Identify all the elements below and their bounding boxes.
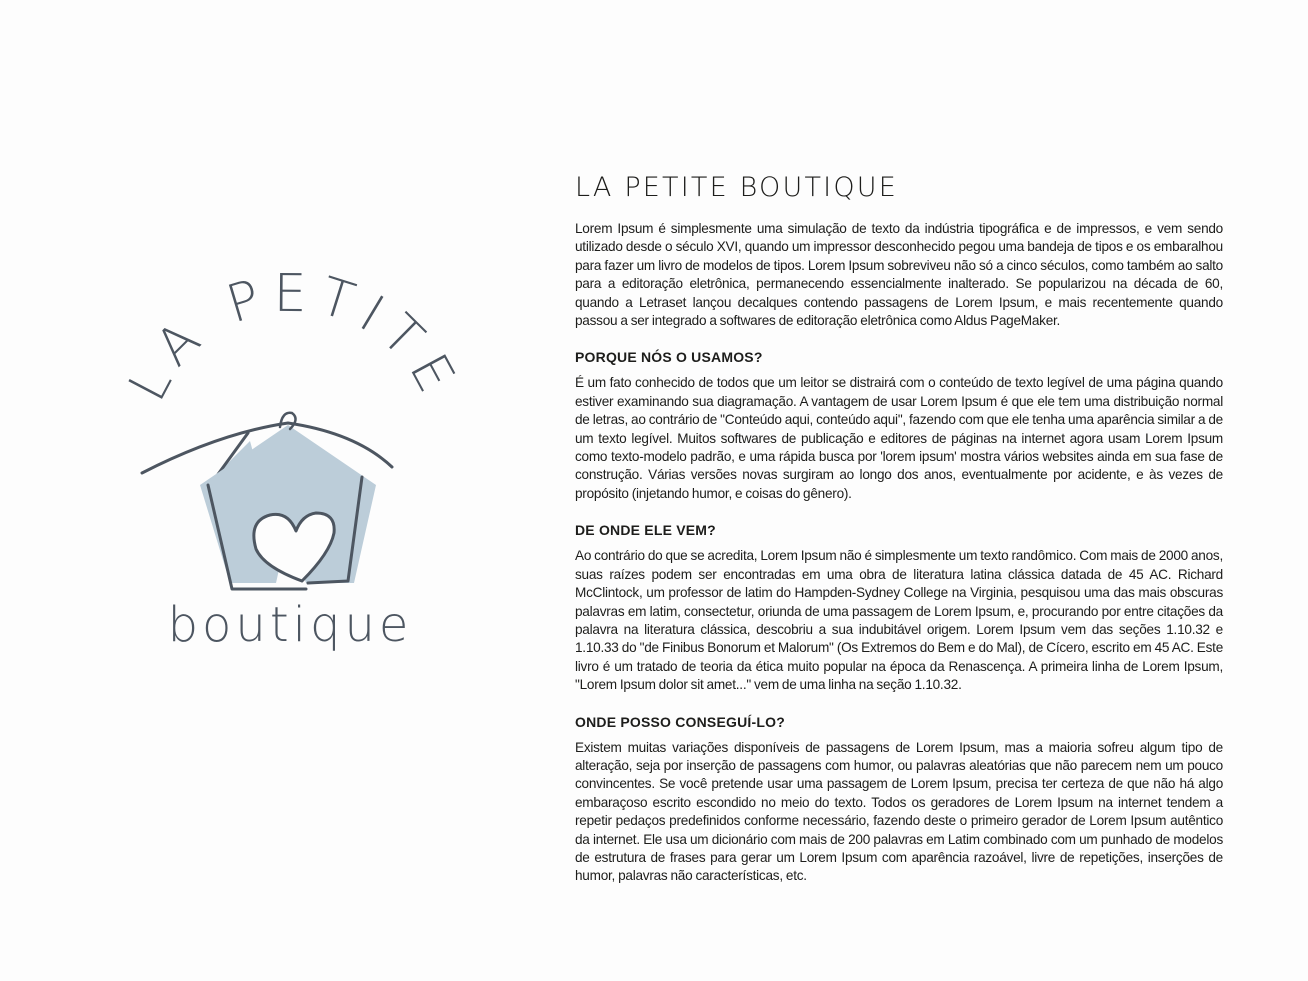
section-body-why: É um fato conhecido de todos que um leitor se distrairá com o conteúdo de texto legível de uma página quando estiver examinando sua diagramação. A vantagem de usar Lorem Ipsum é que ele tem uma distribuição normal de letras, ao contrário de "Conteúdo aqui, conteúdo aqui", fazendo com que ele tenha uma aparência similar a de um texto legível. Muitos softwares de publicação e editores de páginas na internet agora usam Lorem Ipsum como texto-modelo padrão, e uma rápida busca por 'lorem ipsum' mostra vários websites ainda em sua fase de construção. Várias versões novas surgiram ao longo dos anos, eventualmente por acidente, e às vezes de propósito (injetando humor, e coisas do gênero). [575,375,1223,501]
section-heading-origin: DE ONDE ELE VEM? [575,522,716,539]
section-heading-where: ONDE POSSO CONSEGUÍ-LO? [575,713,785,730]
house-heart-logo-icon [117,263,471,665]
logo-arc-text: LA PETITE [117,263,471,411]
brand-logo [117,263,471,665]
article [575,168,1225,886]
page-title: LA PETITE BOUTIQUE [575,172,898,203]
section-body-where: Existem muitas variações disponíveis de passagens de Lorem Ipsum, mas a maioria sofreu algum tipo de alteração, seja por inserção de passagens com humor, ou palavras aleatórias que não parecem nem um pouco convincentes. Se você pretende usar uma passagem de Lorem Ipsum, precisa ter certeza de que não há algo embaraçoso escrito escondido no meio do texto. Todos os geradores de Lorem Ipsum na internet tendem a repetir pedaços predefinidos conforme necessário, fazendo deste o primeiro gerador de Lorem Ipsum autêntico da internet. Ele usa um dicionário com mais de 200 palavras em Latim combinado com um punhado de modelos de estrutura de frases para gerar um Lorem Ipsum com aparência razoável, livre de repetições, inserções de humor, palavras não características, etc. [575,739,1223,884]
intro-paragraph: Lorem Ipsum é simplesmente uma simulação de texto da indústria tipográfica e de impressos, e vem sendo utilizado desde o século XVI, quando um impressor desconhecido pegou uma bandeja de tipos e os embaralhou para fazer um livro de modelos de tipos. Lorem Ipsum sobreviveu não só a cinco séculos, como também ao salto para a editoração eletrônica, permanecendo essencialmente inalterado. Se popularizou na década de 60, quando a Letraset lançou decalques contendo passagens de Lorem Ipsum, e mais recentemente quando passou a ser integrado a softwares de editoração eletrônica como Aldus PageMaker. [575,221,1223,329]
logo-sub-text: boutique [167,597,413,653]
section-body-origin: Ao contrário do que se acredita, Lorem Ipsum não é simplesmente um texto randômico. Com mais de 2000 anos, suas raízes podem ser encontradas em uma obra de literatura latina clássica datada de 45 AC. Richard McClintock, um professor de latim do Hampden-Sydney College na Virginia, pesquisou uma das mais obscuras palavras em latim, consectetur, oriunda de uma passagem de Lorem Ipsum, e, procurando por entre citações da palavra na literatura clássica, descobriu a sua indubitável origem. Lorem Ipsum vem das seções 1.10.32 e 1.10.33 do "de Finibus Bonorum et Malorum" (Os Extremos do Bem e do Mal), de Cícero, escrito em 45 AC. Este livro é um tratado de teoria da ética muito popular na época da Renascença. A primeira linha de Lorem Ipsum, "Lorem Ipsum dolor sit amet..." vem de uma linha na seção 1.10.32. [575,548,1223,693]
section-heading-why: PORQUE NÓS O USAMOS? [575,349,763,366]
